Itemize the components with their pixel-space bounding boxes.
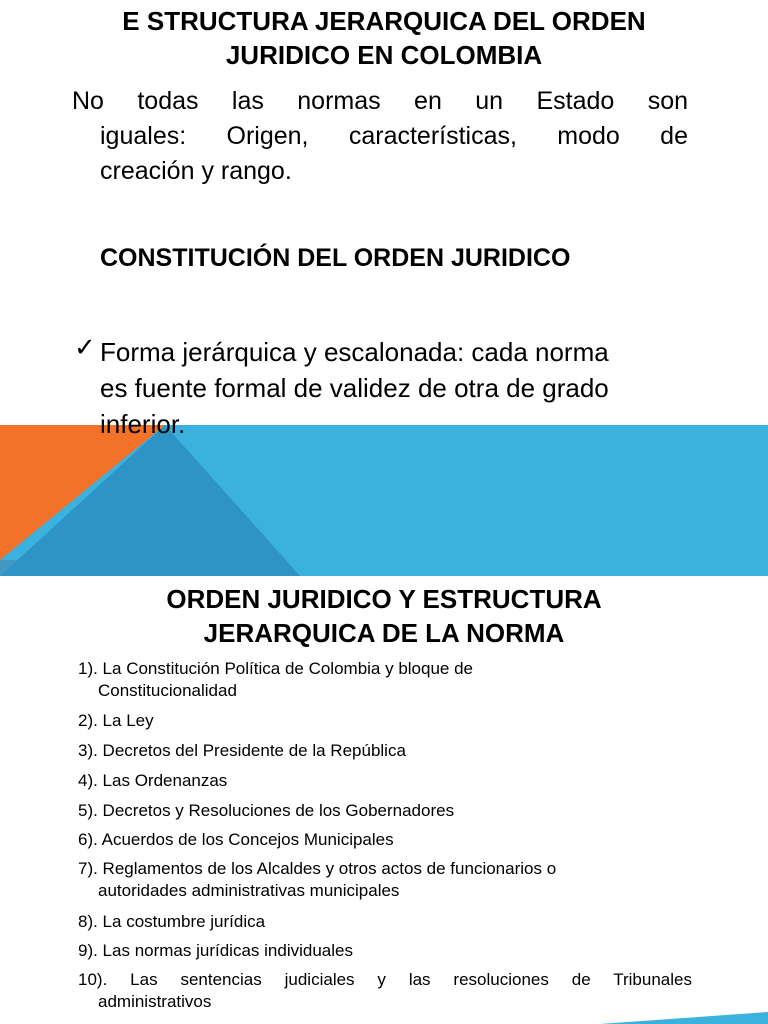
list-item-text: 5). Decretos y Resoluciones de los Gobernadores	[78, 801, 455, 820]
checkmark-icon: ✓	[74, 332, 96, 362]
list-item	[78, 969, 692, 1013]
slide-2-title	[80, 582, 688, 650]
list-item	[78, 710, 692, 732]
intro-line: iguales: Origen, características, modo de	[100, 122, 688, 150]
list-item	[78, 740, 692, 762]
title-line: ORDEN JURIDICO Y ESTRUCTURA	[166, 584, 602, 614]
list-item	[78, 940, 692, 962]
list-item-text: 8). La costumbre jurídica	[78, 912, 266, 931]
list-item-text: 7). Reglamentos de los Alcaldes y otros actos de funcionarios o	[78, 859, 557, 878]
list-item	[78, 911, 692, 933]
list-item	[78, 800, 692, 822]
intro-line: creación y rango.	[100, 157, 292, 185]
bullet-paragraph	[100, 334, 700, 442]
list-item-text: 6). Acuerdos de los Concejos Municipales	[78, 830, 394, 849]
list-item	[78, 770, 692, 792]
list-item	[78, 658, 692, 702]
bullet-line: inferior.	[100, 409, 186, 439]
title-line: JERARQUICA DE LA NORMA	[203, 618, 565, 648]
list-item-text: 9). Las normas jurídicas individuales	[78, 941, 353, 960]
slide-2	[0, 576, 768, 1024]
list-item-text: 3). Decretos del Presidente de la República	[78, 741, 406, 760]
intro-line: No todas las normas en un Estado son	[72, 87, 688, 115]
list-item-text: 4). Las Ordenanzas	[78, 771, 228, 790]
slide-1-title	[60, 4, 708, 72]
list-item-text: 1). La Constitución Política de Colombia y bloque de	[78, 659, 474, 678]
list-item-text: 10). Las sentencias judiciales y las resoluciones de Tribunales	[78, 970, 692, 989]
bullet-line: es fuente formal de validez de otra de grado	[100, 373, 609, 403]
section-subtitle: CONSTITUCIÓN DEL ORDEN JURIDICO	[100, 244, 571, 272]
title-line: JURIDICO EN COLOMBIA	[225, 40, 543, 70]
bullet-line: Forma jerárquica y escalonada: cada norma	[100, 337, 609, 367]
list-item	[78, 858, 692, 902]
list-item	[78, 829, 692, 851]
corner-stripe	[600, 1012, 768, 1024]
list-item-continuation: Constitucionalidad	[98, 681, 237, 700]
intro-paragraph	[72, 84, 688, 189]
list-item-continuation: administrativos	[98, 992, 212, 1011]
title-line: E STRUCTURA JERARQUICA DEL ORDEN	[122, 6, 646, 36]
list-item-continuation: autoridades administrativas municipales	[98, 881, 400, 900]
list-item-text: 2). La Ley	[78, 711, 154, 730]
